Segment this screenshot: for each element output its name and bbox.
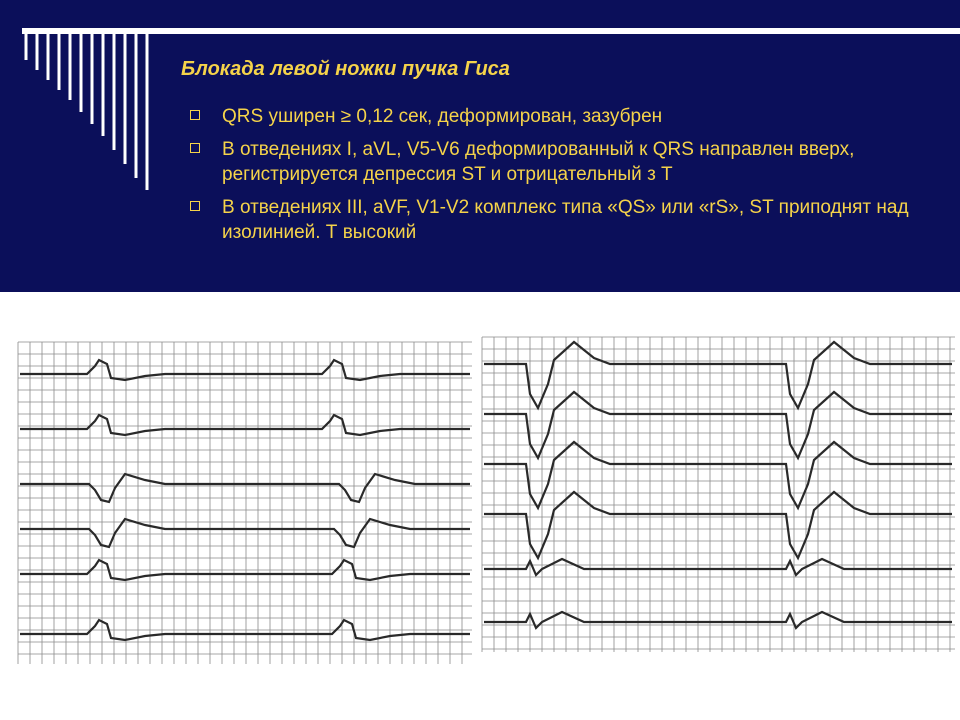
bullet-text: QRS уширен ≥ 0,12 сек, деформирован, зазубрен	[222, 106, 663, 127]
bullet-list	[190, 104, 910, 253]
square-bullet-icon	[190, 110, 200, 120]
header-panel	[0, 0, 960, 292]
square-bullet-icon	[190, 201, 200, 211]
bullet-text: В отведениях I, aVL, V5-V6 деформированный к QRS направлен вверх, регистрируется депрессия ST и отрицательный з T	[222, 139, 855, 185]
bullet-item	[190, 195, 910, 245]
bullet-item	[190, 137, 910, 187]
top-decorative-line	[22, 28, 960, 34]
ecg-figure	[0, 292, 960, 720]
slide-title: Блокада левой ножки пучка Гиса	[181, 58, 510, 80]
decorative-stripes	[22, 28, 162, 198]
bullet-item	[190, 104, 910, 129]
square-bullet-icon	[190, 143, 200, 153]
bullet-text: В отведениях III, aVF, V1-V2 комплекс типа «QS» или «rS», ST приподнят над изолинией. Т высокий	[222, 197, 909, 243]
